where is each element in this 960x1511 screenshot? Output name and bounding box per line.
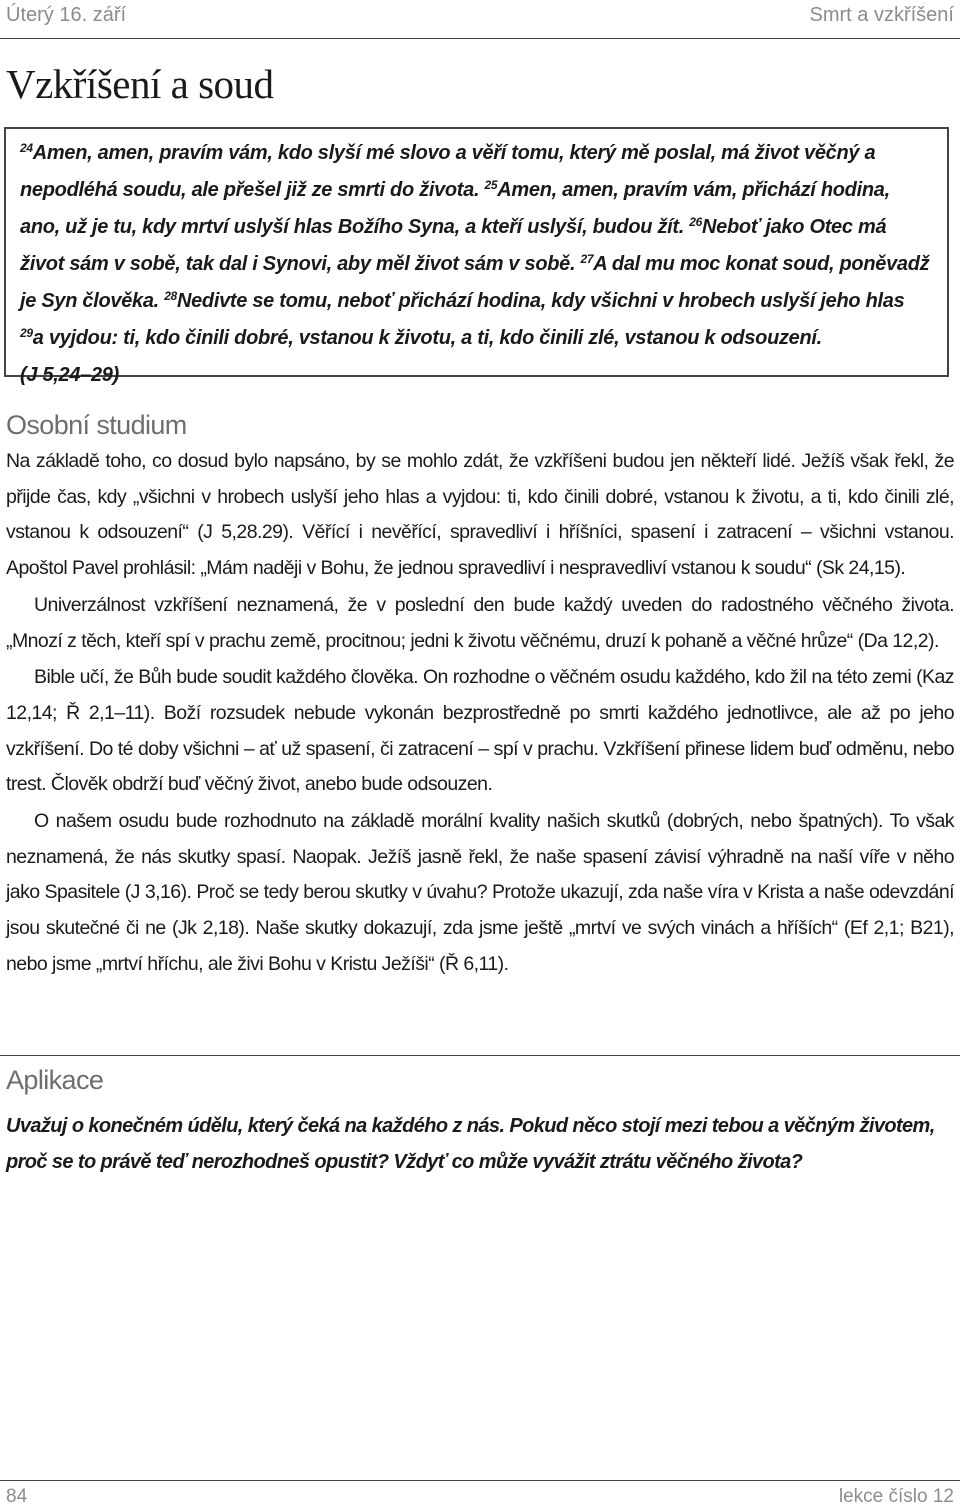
verse-text: Neboť jako Otec má život sám v sobě, tak dal i Synovi, aby měl život sám v sobě. [20, 216, 887, 275]
verse-number: 24 [20, 141, 33, 155]
verse-text: Nedivte se tomu, neboť přichází hodina, kdy všichni v hrobech uslyší jeho hlas [176, 290, 905, 312]
lesson-label: lekce číslo 12 [838, 1486, 954, 1507]
study-body [6, 444, 954, 983]
verse-number: 27 [580, 252, 594, 266]
application-heading: Aplikace [6, 1065, 104, 1095]
study-paragraph: Univerzálnost vzkříšení neznamená, že v poslední den bude každý uveden do radostného věčného života. „Mnozí z těch, kteří spí v prachu země, procitnou; jedni k životu věčnému, druzí k pohaně a věčné hrůze“ (Da 12,2). [6, 593, 954, 652]
study-paragraph: Na základě toho, co dosud bylo napsáno, by se mohlo zdát, že vzkříšeni budou jen někteří lidé. Ježíš však řekl, že přijde čas, kdy „všichni v hrobech uslyší jeho hlas a vyjdou: ti, kdo činili dobré, vstanou k životu, a ti, kdo činili zlé, vstanou k odsouzení“ (J 5,28.29). Věřící i nevěřící, spravedliví i hříšníci, spasení i zatracení – všichni vstanou. Apoštol Pavel prohlásil: „Mám naději v Bohu, že jednou spravedliví i nespravedliví vstanou k soudu“ (Sk 24,15). [6, 450, 954, 580]
study-paragraph: O našem osudu bude rozhodnuto na základě morální kvality našich skutků (dobrých, nebo špatných). To však neznamená, že nás skutky spasí. Naopak. Ježíš jasně řekl, že naše spasení závisí výhradně na naší víře v něho jako Spasitele (J 3,16). Proč se tedy berou skutky v úvahu? Protože ukazují, zda naše víra v Krista a naše odevzdání jsou skutečné či ne (Jk 2,18). Naše skutky dokazují, zda jsme ještě „mrtví ve svých vinách a hříších“ (Ef 2,1; B21), nebo jsme „mrtví hříchu, ale živi Bohu v Kristu Ježíši“ (Ř 6,11). [6, 810, 954, 975]
footer-rule [0, 1480, 960, 1481]
application-text: Uvažuj o konečném údělu, který čeká na každého z nás. Pokud něco stojí mezi tebou a věčným životem, proč se to právě teď nerozhodneš opustit? Vždyť co může vyvážit ztrátu věčného života? [6, 1115, 935, 1173]
verse-text: A dal mu moc konat soud, poněvadž je Syn člověka. [20, 253, 930, 312]
section-rule [0, 1055, 960, 1056]
verse-text: Amen, amen, pravím vám, kdo slyší mé slovo a věří tomu, který mě poslal, má život věčný a nepodléhá soudu, ale přešel již ze smrti do života. [20, 142, 876, 201]
verse-number: 28 [164, 289, 177, 303]
page-number: 84 [6, 1486, 28, 1507]
study-heading: Osobní studium [6, 410, 187, 440]
running-head [6, 4, 954, 30]
running-head-topic: Smrt a vzkříšení [809, 4, 954, 26]
scripture-box [4, 127, 949, 386]
running-head-date: Úterý 16. září [6, 4, 127, 26]
verse-number: 29 [20, 326, 33, 340]
verse-text: a vyjdou: ti, kdo činili dobré, vstanou k životu, a ti, kdo činili zlé, vstanou k odsouzení. [32, 327, 822, 349]
verse-number: 26 [689, 215, 703, 229]
verse-text: Amen, amen, pravím vám, přichází hodina, ano, už je tu, kdy mrtví uslyší hlas Božího Syna, a kteří uslyší, budou žít. [20, 179, 890, 238]
page-title: Vzkříšení a soud [6, 61, 274, 107]
scripture-reference: (J 5,24–29) [20, 364, 119, 386]
header-rule [0, 38, 960, 39]
verse-number: 25 [484, 178, 498, 192]
study-paragraph: Bible učí, že Bůh bude soudit každého člověka. On rozhodne o věčném osudu každého, kdo žil na této zemi (Kaz 12,14; Ř 2,1–11). Boží rozsudek nebude vykonán bezprostředně po smrti každého jednotlivce, ale až po jeho vzkříšení. Do té doby všichni – ať už spasení, či zatracení – spí v prachu. Vzkříšení přinese lidem buď odměnu, nebo trest. Člověk obdrží buď věčný život, anebo bude odsouzen. [6, 666, 954, 796]
